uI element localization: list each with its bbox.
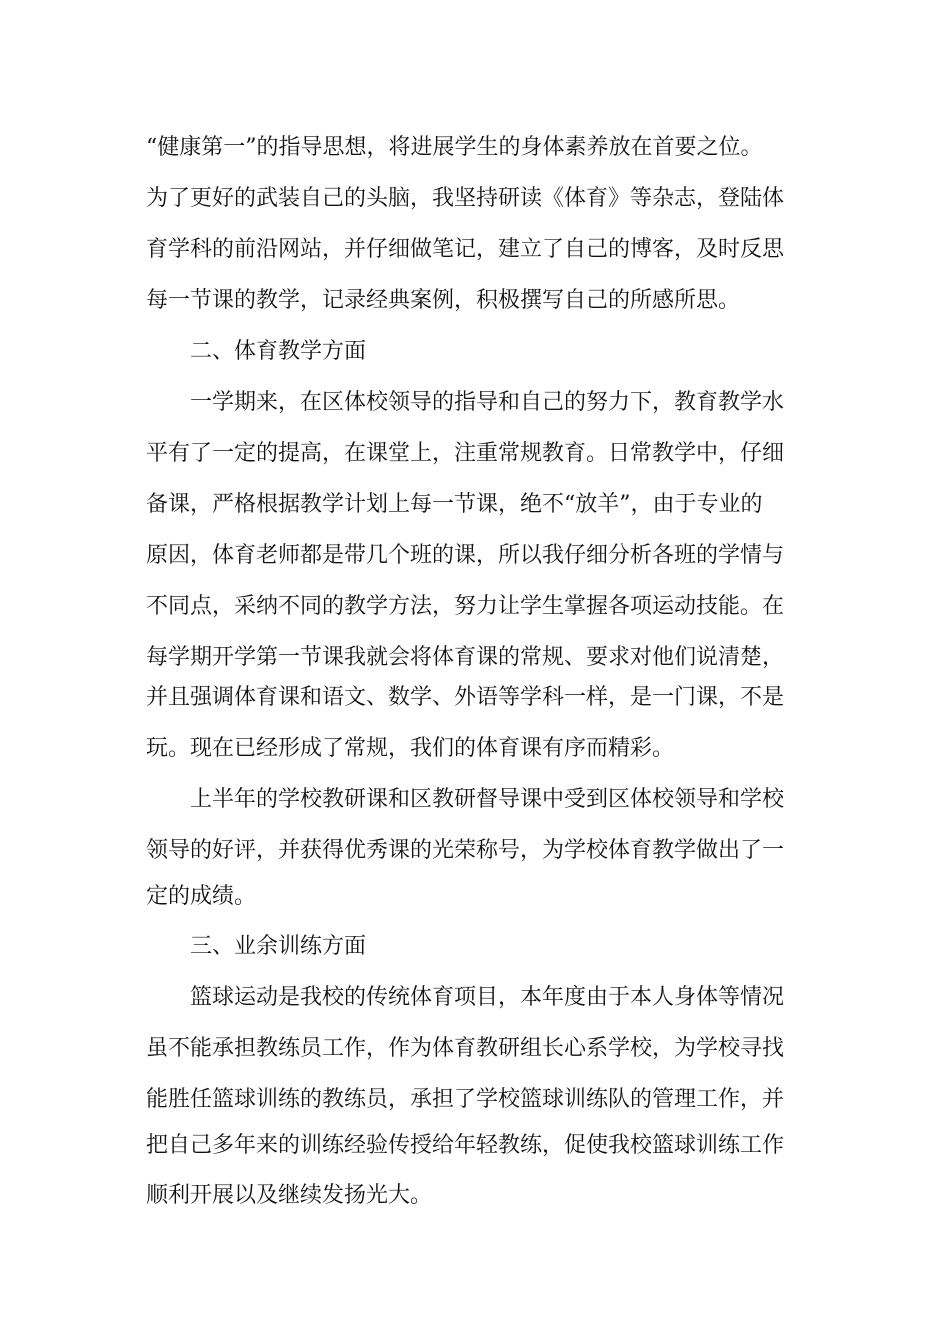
text-line: 玩。现在已经形成了常规，我们的体育课有序而精彩。 (146, 736, 675, 761)
text-line: 能胜任篮球训练的教练员，承担了学校篮球训练队的管理工作，并 (146, 1087, 785, 1112)
text-line: 定的成绩。 (146, 884, 257, 909)
text-line: 篮球运动是我校的传统体育项目，本年度由于本人身体等情况 (190, 985, 785, 1010)
text-line: 一学期来，在区体校领导的指导和自己的努力下，教育教学水 (190, 390, 785, 415)
text-line: 每一节课的教学，记录经典案例，积极撰写自己的所感所思。 (146, 288, 741, 313)
text-line: 育学科的前沿网站，并仔细做笔记，建立了自己的博客，及时反思 (146, 237, 785, 262)
text-line: 不同点，采纳不同的教学方法，努力让学生掌握各项运动技能。在 (146, 594, 785, 619)
section-heading: 二、体育教学方面 (190, 339, 367, 364)
text-line: 备课，严格根据教学计划上每一节课，绝不“放羊”，由于专业的 (146, 492, 763, 517)
text-line: 原因，体育老师都是带几个班的课，所以我仔细分析各班的学情与 (146, 543, 785, 568)
text-line: 领导的好评，并获得优秀课的光荣称号，为学校体育教学做出了一 (146, 838, 785, 863)
text-line: 顺利开展以及继续发扬光大。 (146, 1183, 433, 1208)
text-line: “健康第一”的指导思想，将进展学生的身体素养放在首要之位。 (146, 135, 763, 160)
text-line: 上半年的学校教研课和区教研督导课中受到区体校领导和学校 (190, 787, 785, 812)
text-line: 虽不能承担教练员工作，作为体育教研组长心系学校，为学校寻找 (146, 1036, 785, 1061)
section-heading: 三、业余训练方面 (190, 934, 367, 959)
text-line: 并且强调体育课和语文、数学、外语等学科一样，是一门课，不是 (146, 685, 785, 710)
text-line: 每学期开学第一节课我就会将体育课的常规、要求对他们说清楚， (146, 645, 785, 670)
text-line: 把自己多年来的训练经验传授给年轻教练，促使我校篮球训练工作 (146, 1133, 785, 1158)
text-line: 为了更好的武装自己的头脑，我坚持研读《体育》等杂志，登陆体 (146, 186, 785, 211)
text-line: 平有了一定的提高，在课堂上，注重常规教育。日常教学中，仔细 (146, 441, 785, 466)
